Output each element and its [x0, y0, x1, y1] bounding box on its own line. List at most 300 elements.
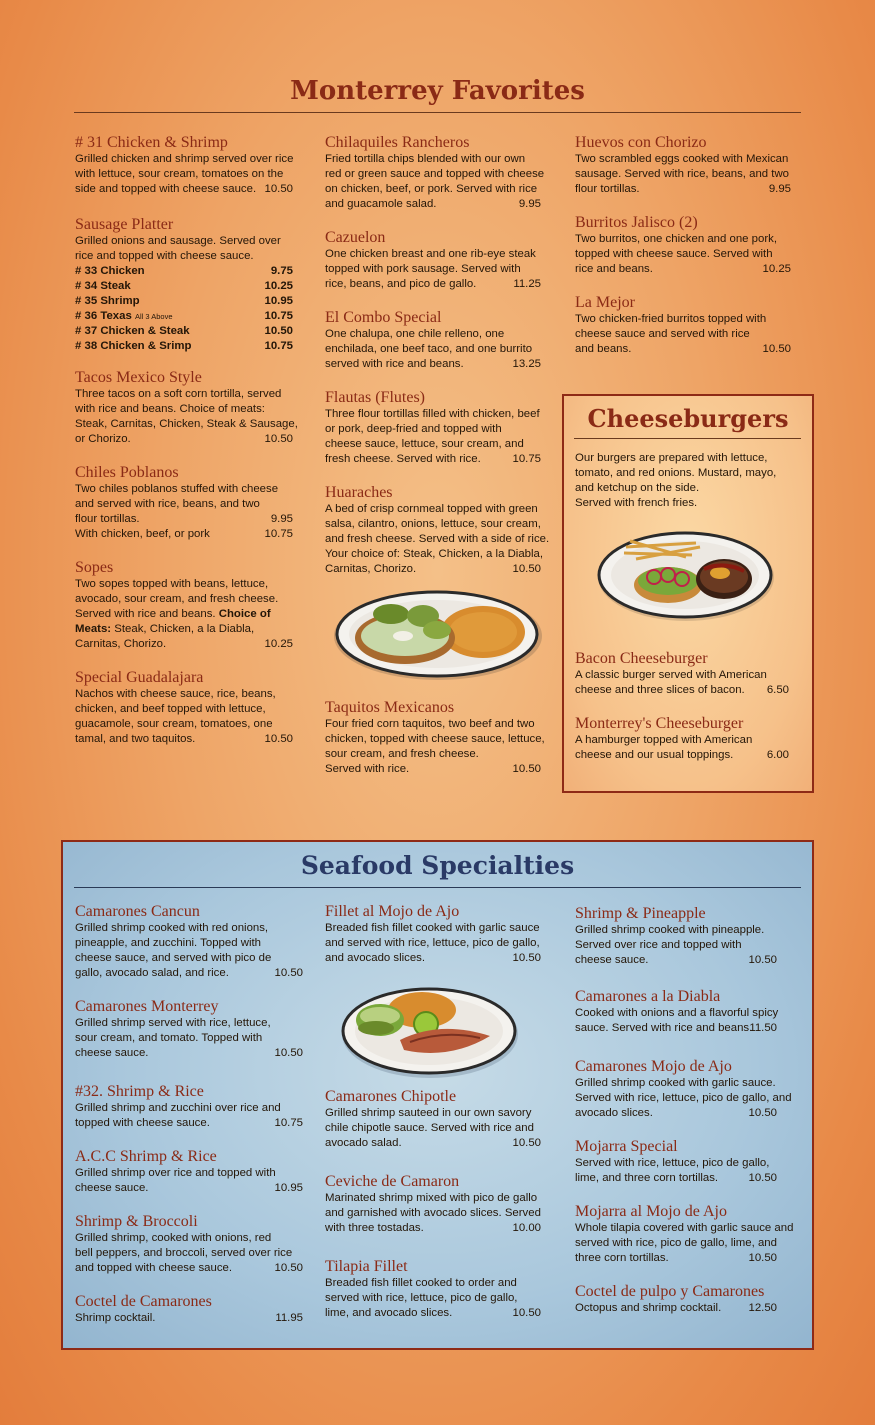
description-line: chicken, and beef topped with lettuce,	[75, 703, 266, 715]
description-line: cheese sauce, lettuce, sour cream, and	[325, 438, 524, 450]
item-description	[75, 577, 303, 652]
description-line: avocado, sour cream, and fresh cheese.	[75, 593, 279, 605]
description-line: topped with cheese sauce. Served with	[575, 248, 773, 260]
item-description	[75, 234, 303, 354]
monterrey-rule	[74, 112, 801, 113]
seafood-title: Seafood Specialties	[300, 851, 575, 880]
description-text: topped with cheese sauce.	[75, 1117, 210, 1129]
item-description	[325, 247, 553, 292]
description-line: One chicken breast and one rib-eye steak	[325, 248, 536, 260]
description-text: and beans.	[575, 343, 632, 355]
item-price: 6.00	[766, 749, 789, 761]
item-price: 10.95	[274, 1182, 303, 1194]
description-line: or pork, deep-fried and topped with	[325, 423, 502, 435]
option-line	[75, 279, 303, 294]
menu-item-coctel-de-pulpo-y-camarones	[575, 1283, 803, 1316]
description-line: Fried tortilla chips blended with our own	[325, 153, 526, 165]
menu-item-el-combo-special	[325, 309, 553, 372]
option-price: 9.75	[270, 265, 293, 277]
description-line: Two burritos, one chicken and one pork,	[575, 233, 777, 245]
item-price: 10.50	[264, 183, 293, 195]
description-line	[75, 1116, 303, 1131]
description-line	[75, 527, 303, 542]
item-name: Shrimp & Broccoli	[75, 1213, 198, 1230]
description-text: cheese and three slices of bacon.	[575, 684, 745, 696]
description-line: Marinated shrimp mixed with pico de gallo	[325, 1192, 538, 1204]
description-line: rice and topped with cheese sauce.	[75, 250, 254, 262]
description-line: with lettuce, sour cream, tomatoes on the	[75, 168, 284, 180]
option-label: # 36 Texas	[75, 310, 132, 322]
description-line: served with rice, lettuce, pico de gallo,	[325, 1292, 518, 1304]
item-description	[75, 1231, 303, 1276]
description-line: Served over rice and topped with	[575, 939, 742, 951]
menu-item-shrimp-pineapple	[575, 905, 803, 968]
item-name: Burritos Jalisco (2)	[575, 214, 698, 231]
description-line: Grilled shrimp cooked with garlic sauce.	[575, 1077, 776, 1089]
description-line: Cooked with onions and a flavorful spicy	[575, 1007, 779, 1019]
item-name: Coctel de pulpo y Camarones	[575, 1283, 765, 1300]
menu-item-shrimp-broccoli	[75, 1213, 303, 1276]
option-line	[75, 324, 303, 339]
description-line: Nachos with cheese sauce, rice, beans,	[75, 688, 276, 700]
description-text: with three tostadas.	[325, 1222, 424, 1234]
item-description	[575, 1156, 803, 1186]
description-line	[575, 182, 803, 197]
menu-item-sausage-platter	[75, 216, 303, 354]
description-line	[325, 762, 553, 777]
item-price: 10.50	[512, 563, 541, 575]
description-text: and topped with cheese sauce.	[75, 1262, 233, 1274]
description-line	[575, 683, 789, 698]
item-description	[575, 1221, 803, 1266]
item-name: Chiles Poblanos	[75, 464, 179, 481]
description-text: Steak, Chicken, a la Diabla,	[111, 623, 255, 635]
option-label: # 34 Steak	[75, 280, 131, 292]
item-name: Mojarra Special	[575, 1138, 678, 1155]
description-line	[575, 1171, 803, 1186]
description-text: Shrimp cocktail.	[75, 1312, 156, 1324]
description-line: guacamole, sour cream, tomatoes, one	[75, 718, 273, 730]
item-name: Camarones Chipotle	[325, 1088, 457, 1105]
intro-line: and ketchup on the side.	[575, 482, 700, 494]
item-price: 10.50	[748, 1252, 777, 1264]
item-name: Taquitos Mexicanos	[325, 699, 455, 716]
description-line: Breaded fish fillet cooked with garlic sauce	[325, 922, 540, 934]
description-text: rice, beans, and pico de gallo.	[325, 278, 477, 290]
item-description	[75, 152, 303, 197]
description-line	[75, 1311, 303, 1326]
description-line	[325, 357, 553, 372]
option-line	[75, 264, 303, 279]
description-line	[75, 637, 303, 652]
intro-line: tomato, and red onions. Mustard, mayo,	[575, 467, 777, 479]
description-line: Three flour tortillas filled with chicken, beef	[325, 408, 540, 420]
menu-item-special-guadalajara	[75, 669, 303, 747]
item-price: 9.95	[518, 198, 541, 210]
menu-item-camarones-cancun	[75, 903, 303, 981]
item-description	[75, 921, 303, 981]
item-name: #32. Shrimp & Rice	[75, 1083, 204, 1100]
item-price: 10.00	[512, 1222, 541, 1234]
menu-item-camarones-a-la-diabla	[575, 988, 803, 1036]
description-line: Your choice of: Steak, Chicken, a la Diabla,	[325, 548, 544, 560]
item-price: 11.50	[749, 1022, 777, 1034]
description-line: sausage. Served with rice, beans, and two	[575, 168, 790, 180]
menu-item-tilapia-fillet	[325, 1258, 553, 1321]
item-description	[325, 407, 553, 467]
item-name: Sausage Platter	[75, 216, 174, 233]
item-name: Sopes	[75, 559, 114, 576]
description-line: Four fried corn taquitos, two beef and two	[325, 718, 535, 730]
description-text: and guacamole salad.	[325, 198, 437, 210]
item-name: Camarones Monterrey	[75, 998, 219, 1015]
item-description	[575, 923, 803, 968]
item-description	[325, 1106, 553, 1151]
huaraches-plate-image	[333, 588, 543, 684]
menu-item-flautas-flutes	[325, 389, 553, 467]
item-name: A.C.C Shrimp & Rice	[75, 1148, 217, 1165]
item-name: Ceviche de Camaron	[325, 1173, 460, 1190]
description-line: served with rice, pico de gallo, lime, and	[575, 1237, 777, 1249]
menu-item-taquitos-mexicanos	[325, 699, 553, 777]
description-line: Grilled chicken and shrimp served over rice	[75, 153, 294, 165]
description-line	[575, 1251, 803, 1266]
description-text: flour tortillas.	[75, 513, 140, 525]
description-line: Grilled shrimp sauteed in our own savory	[325, 1107, 532, 1119]
description-line: Two scrambled eggs cooked with Mexican	[575, 153, 789, 165]
meats-label: Meats:	[75, 623, 112, 635]
intro-line: Served with french fries.	[575, 497, 698, 509]
item-name: Bacon Cheeseburger	[575, 650, 708, 667]
item-description	[325, 1276, 553, 1321]
description-line	[75, 966, 303, 981]
description-text: Served with rice.	[325, 763, 410, 775]
description-line: sour cream, and fresh cheese.	[325, 748, 479, 760]
item-description	[575, 152, 803, 197]
item-price: 6.50	[766, 684, 789, 696]
item-name: Cazuelon	[325, 229, 386, 246]
description-text: lime, and three corn tortillas.	[575, 1172, 719, 1184]
item-name: Tilapia Fillet	[325, 1258, 408, 1275]
description-line: and fresh cheese. Served with a side of rice.	[325, 533, 550, 545]
description-line	[325, 1136, 553, 1151]
menu-item-chilaquiles-rancheros	[325, 134, 553, 212]
item-name: Camarones a la Diabla	[575, 988, 721, 1005]
item-name: Camarones Cancun	[75, 903, 200, 920]
item-price: 10.25	[264, 638, 293, 650]
item-description	[575, 1301, 803, 1316]
description-line: Two sopes topped with beans, lettuce,	[75, 578, 269, 590]
option-line	[75, 294, 303, 309]
description-line	[325, 562, 553, 577]
monterrey-title: Monterrey Favorites	[290, 76, 585, 106]
item-description	[325, 502, 553, 577]
description-line	[575, 953, 803, 968]
description-text: sauce. Served with rice and beans.	[575, 1022, 753, 1034]
option-price: 10.95	[264, 295, 293, 307]
item-name: Fillet al Mojo de Ajo	[325, 903, 460, 920]
menu-item-camarones-mojo-de-ajo	[575, 1058, 803, 1121]
description-line: A hamburger topped with American	[575, 734, 753, 746]
item-description	[75, 387, 303, 447]
description-line: cheese sauce and served with rice	[575, 328, 750, 340]
menu-item-bacon-cheeseburger	[575, 650, 789, 698]
item-price: 12.50	[748, 1302, 777, 1314]
item-price: 9.95	[768, 183, 791, 195]
description-line	[575, 1106, 803, 1121]
description-line	[325, 277, 553, 292]
description-line	[575, 1021, 803, 1036]
description-line	[75, 182, 303, 197]
fish-plate-image	[340, 980, 520, 1082]
description-line: topped with pork sausage. Served with	[325, 263, 521, 275]
description-line: Grilled shrimp cooked with red onions,	[75, 922, 269, 934]
description-line: Grilled shrimp and zucchini over rice and	[75, 1102, 281, 1114]
description-text: cheese sauce.	[75, 1047, 149, 1059]
description-line: chicken, topped with cheese sauce, lettuce,	[325, 733, 545, 745]
description-line: on chicken, beef, or pork. Served with rice	[325, 183, 538, 195]
description-text: tamal, and two taquitos.	[75, 733, 196, 745]
menu-item-huevos-con-chorizo	[575, 134, 803, 197]
description-text: fresh cheese. Served with rice.	[325, 453, 481, 465]
option-label: # 38 Chicken & Srimp	[75, 340, 192, 352]
item-price: 10.50	[274, 967, 303, 979]
item-price: 13.25	[512, 358, 541, 370]
seafood-rule	[74, 887, 801, 888]
item-name: Tacos Mexico Style	[75, 369, 202, 386]
description-text: cheese sauce.	[575, 954, 649, 966]
description-text: and avocado slices.	[325, 952, 426, 964]
option-line	[75, 309, 303, 324]
item-description	[75, 1101, 303, 1131]
item-description	[325, 152, 553, 212]
item-name: Coctel de Camarones	[75, 1293, 212, 1310]
item-description	[325, 327, 553, 372]
item-description	[75, 1166, 303, 1196]
menu-item-ceviche-de-camaron	[325, 1173, 553, 1236]
description-line: and served with rice, lettuce, pico de gallo,	[325, 937, 540, 949]
description-text: With chicken, beef, or pork	[75, 528, 210, 540]
description-line: Grilled shrimp cooked with pineapple.	[575, 924, 765, 936]
item-name: Shrimp & Pineapple	[575, 905, 706, 922]
description-line	[325, 1306, 553, 1321]
description-text: three corn tortillas.	[575, 1252, 669, 1264]
item-price: 10.50	[748, 1172, 777, 1184]
menu-item-fillet-al-mojo-de-ajo	[325, 903, 553, 966]
description-line	[575, 342, 803, 357]
description-line	[325, 951, 553, 966]
description-text: served with rice and beans.	[325, 358, 464, 370]
description-line	[575, 262, 803, 277]
description-line	[75, 512, 303, 527]
item-description	[75, 482, 303, 542]
option-label: # 33 Chicken	[75, 265, 145, 277]
description-line	[575, 748, 789, 763]
item-description	[325, 717, 553, 777]
item-description	[75, 687, 303, 747]
option-price: 10.75	[264, 310, 293, 322]
menu-item-sopes	[75, 559, 303, 652]
item-price: 9.95	[270, 513, 293, 525]
item-description	[325, 1191, 553, 1236]
item-name: La Mejor	[575, 294, 635, 311]
description-line: Grilled shrimp served with rice, lettuce,	[75, 1017, 271, 1029]
description-line: Steak, Carnitas, Chicken, Steak & Sausage,	[75, 418, 298, 430]
description-text: side and topped with cheese sauce.	[75, 183, 257, 195]
description-text: Octopus and shrimp cocktail.	[575, 1302, 722, 1314]
option-label: # 37 Chicken & Steak	[75, 325, 190, 337]
item-name: Huaraches	[325, 484, 393, 501]
item-name: # 31 Chicken & Shrimp	[75, 134, 228, 151]
cheeseburgers-intro-text	[575, 451, 803, 511]
item-description	[575, 668, 789, 698]
description-line	[75, 732, 303, 747]
cheeseburger-plate-image	[596, 525, 776, 625]
menu-item-camarones-chipotle	[325, 1088, 553, 1151]
item-name: Camarones Mojo de Ajo	[575, 1058, 732, 1075]
item-description	[575, 312, 803, 357]
menu-item-huaraches	[325, 484, 553, 577]
description-line: salsa, cilantro, onions, lettuce, sour cream,	[325, 518, 541, 530]
description-line: A classic burger served with American	[575, 669, 767, 681]
description-line: and served with rice, beans, and two	[75, 498, 260, 510]
item-price: 10.50	[512, 952, 541, 964]
description-line	[75, 1046, 303, 1061]
description-line: and garnished with avocado slices. Served	[325, 1207, 541, 1219]
description-line: Grilled shrimp, cooked with onions, red	[75, 1232, 272, 1244]
menu-item-tacos-mexico-style	[75, 369, 303, 447]
description-text: rice and beans.	[575, 263, 653, 275]
item-description	[575, 1076, 803, 1121]
item-price: 10.75	[264, 528, 293, 540]
item-name: Special Guadalajara	[75, 669, 204, 686]
option-line	[75, 339, 303, 354]
description-line	[325, 452, 553, 467]
description-text: avocado slices.	[575, 1107, 653, 1119]
description-line	[75, 1181, 303, 1196]
item-name: Flautas (Flutes)	[325, 389, 425, 406]
item-price: 10.25	[762, 263, 791, 275]
description-line: with rice and beans. Choice of meats:	[75, 403, 265, 415]
description-text: Carnitas, Chorizo.	[75, 638, 167, 650]
menu-item-la-mejor	[575, 294, 803, 357]
option-note: All 3 Above	[134, 312, 173, 321]
item-price: 10.75	[512, 453, 541, 465]
description-line: Served with rice, lettuce, pico de gallo, and	[575, 1092, 792, 1104]
description-line	[75, 607, 303, 622]
menu-item-31-chicken-shrimp	[75, 134, 303, 197]
menu-item-burritos-jalisco-2	[575, 214, 803, 277]
menu-item-cazuelon	[325, 229, 553, 292]
item-price: 10.50	[512, 763, 541, 775]
description-line: One chalupa, one chile relleno, one	[325, 328, 505, 340]
item-price: 10.50	[748, 954, 777, 966]
item-price: 10.50	[748, 1107, 777, 1119]
item-description	[75, 1016, 303, 1061]
item-name: Monterrey's Cheeseburger	[575, 715, 744, 732]
cheeseburgers-intro	[575, 451, 803, 511]
menu-item-camarones-monterrey	[75, 998, 303, 1061]
cheeseburgers-rule	[574, 438, 801, 439]
description-line: enchilada, one beef taco, and one burrito	[325, 343, 533, 355]
option-label: # 35 Shrimp	[75, 295, 140, 307]
description-text: Served with rice and beans.	[75, 608, 219, 620]
menu-item-mojarra-al-mojo-de-ajo	[575, 1203, 803, 1266]
item-price: 10.50	[274, 1047, 303, 1059]
menu-item-chiles-poblanos	[75, 464, 303, 542]
description-line: Whole tilapia covered with garlic sauce and	[575, 1222, 794, 1234]
description-line: bell peppers, and broccoli, served over rice	[75, 1247, 293, 1259]
description-line: chile chipotle sauce. Served with rice and	[325, 1122, 534, 1134]
option-price: 10.50	[264, 325, 293, 337]
description-line: red or green sauce and topped with cheese	[325, 168, 545, 180]
description-line: sour cream, and tomato. Topped with	[75, 1032, 263, 1044]
description-line	[575, 1301, 803, 1316]
item-description	[575, 733, 789, 763]
option-price: 10.25	[264, 280, 293, 292]
description-line	[75, 432, 303, 447]
item-name: Chilaquiles Rancheros	[325, 134, 470, 151]
item-name: Mojarra al Mojo de Ajo	[575, 1203, 727, 1220]
item-price: 10.50	[512, 1137, 541, 1149]
description-text: cheese and our usual toppings.	[575, 749, 734, 761]
item-description	[575, 1006, 803, 1036]
description-line: Breaded fish fillet cooked to order and	[325, 1277, 517, 1289]
description-line: Two chicken-fried burritos topped with	[575, 313, 767, 325]
menu-item-a-c-c-shrimp-rice	[75, 1148, 303, 1196]
item-description	[325, 921, 553, 966]
description-text: or Chorizo.	[75, 433, 131, 445]
menu-item-coctel-de-camarones	[75, 1293, 303, 1326]
item-name: El Combo Special	[325, 309, 442, 326]
choice-label: Choice of	[218, 608, 271, 620]
item-price: 10.50	[274, 1262, 303, 1274]
item-price: 11.25	[513, 278, 541, 290]
item-price: 10.50	[264, 433, 293, 445]
description-line: A bed of crisp cornmeal topped with green	[325, 503, 538, 515]
menu-item-mojarra-special	[575, 1138, 803, 1186]
menu-item-monterrey-s-cheeseburger	[575, 715, 789, 763]
description-line: pineapple, and zucchini. Topped with	[75, 937, 261, 949]
description-text: flour tortillas.	[575, 183, 640, 195]
item-price: 10.75	[274, 1117, 303, 1129]
item-description	[575, 232, 803, 277]
description-line	[75, 622, 303, 637]
description-text: gallo, avocado salad, and rice.	[75, 967, 229, 979]
item-description	[75, 1311, 303, 1326]
item-price: 10.50	[762, 343, 791, 355]
description-line	[325, 197, 553, 212]
option-price: 10.75	[264, 340, 293, 352]
menu-item-32-shrimp-rice	[75, 1083, 303, 1131]
description-text: cheese sauce.	[75, 1182, 149, 1194]
description-line: cheese sauce, and served with pico de	[75, 952, 272, 964]
item-price: 11.95	[275, 1312, 303, 1324]
description-text: lime, and avocado slices.	[325, 1307, 453, 1319]
item-price: 10.50	[512, 1307, 541, 1319]
description-line: Served with rice, lettuce, pico de gallo,	[575, 1157, 770, 1169]
item-name: Huevos con Chorizo	[575, 134, 707, 151]
item-price: 10.50	[264, 733, 293, 745]
description-line: Two chiles poblanos stuffed with cheese	[75, 483, 279, 495]
description-text: Carnitas, Chorizo.	[325, 563, 417, 575]
description-line	[75, 1261, 303, 1276]
cheeseburgers-title: Cheeseburgers	[587, 404, 789, 433]
description-text: avocado salad.	[325, 1137, 402, 1149]
intro-line: Our burgers are prepared with lettuce,	[575, 452, 768, 464]
description-line: Three tacos on a soft corn tortilla, served	[75, 388, 282, 400]
description-line: Grilled onions and sausage. Served over	[75, 235, 281, 247]
